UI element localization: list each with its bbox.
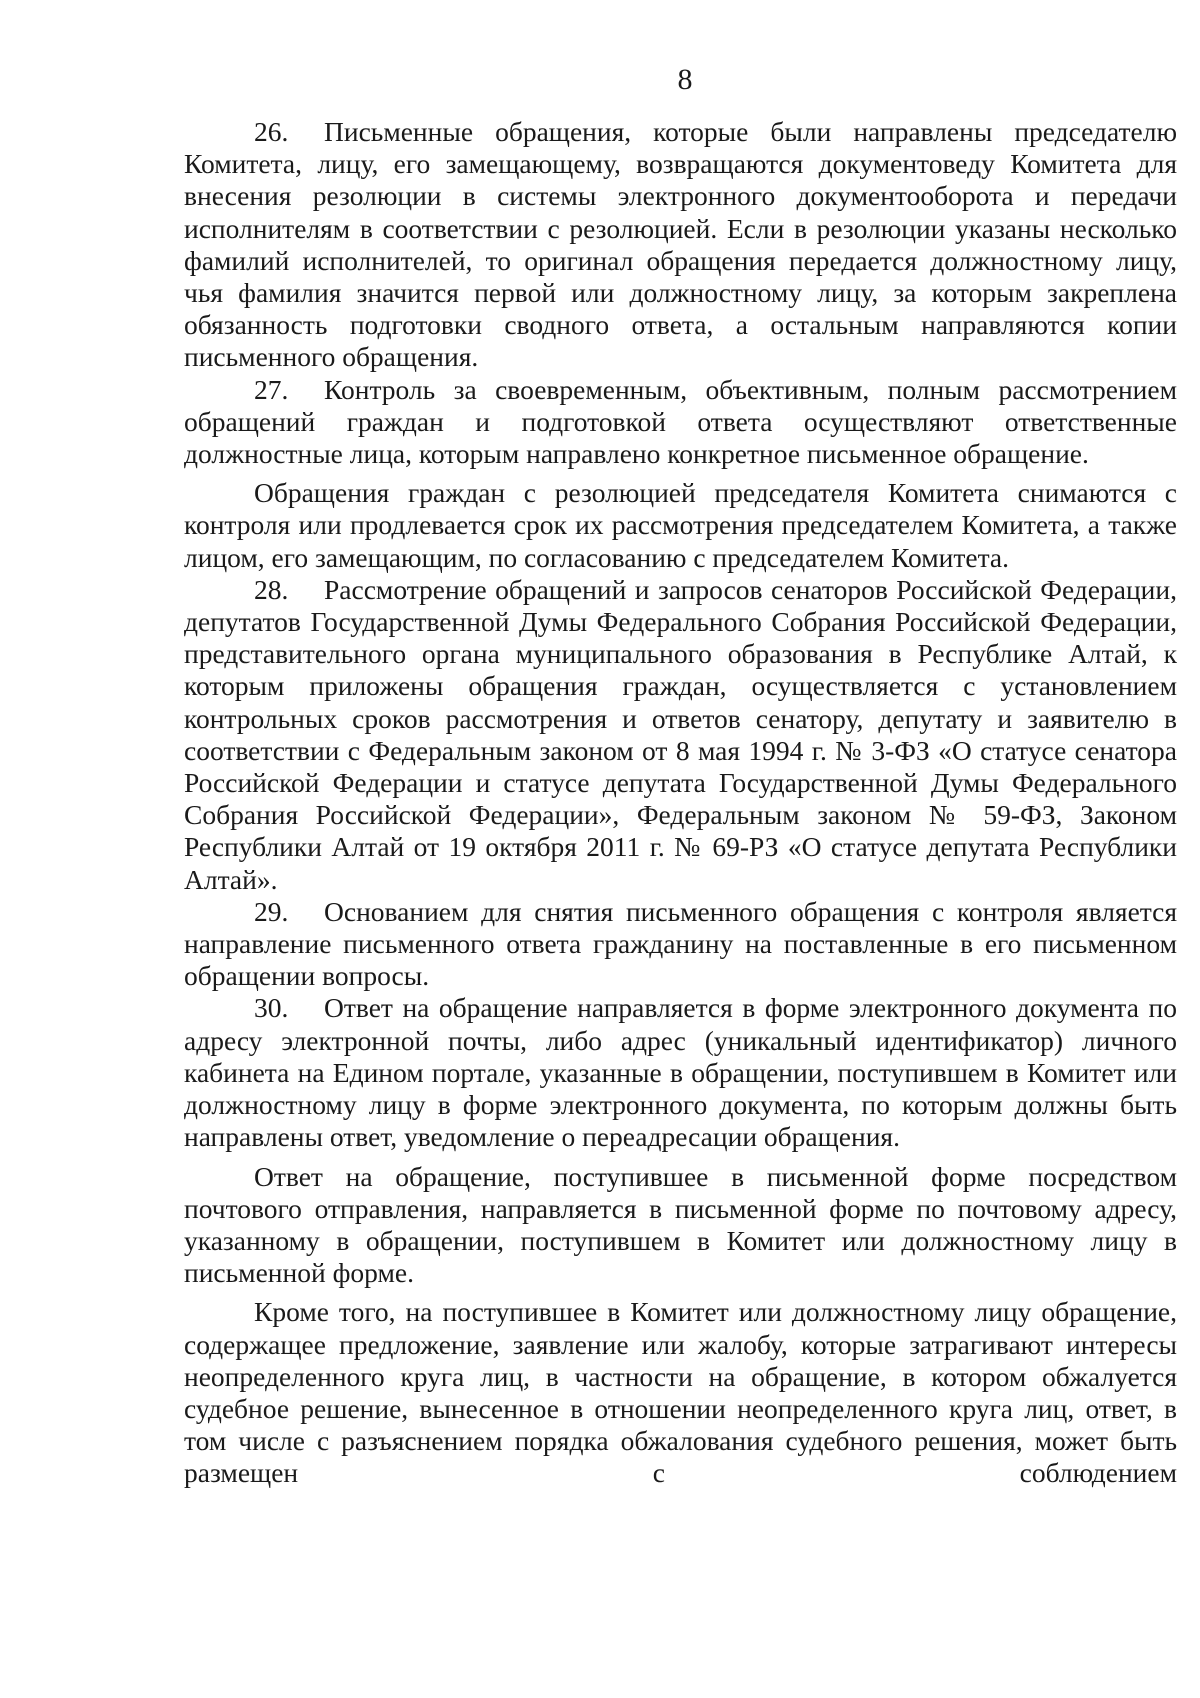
paragraph-text: Обращения граждан с резолюцией председателя Комитета снимаются с контроля или продлевается срок их рассмотрения председателем Комитета, а также лицом, его замещающим, по согласованию с председателем Комитета. <box>184 477 1177 573</box>
paragraph-text: Контроль за своевременным, объективным, полным рассмотрением обращений граждан и подготовкой ответа осуществляют ответственные должностные лица, которым направлено конкретное письменное обращение. <box>184 373 1177 470</box>
paragraph-30-postal-reply <box>184 1161 1177 1290</box>
paragraph-number: 28. <box>254 573 289 605</box>
paragraph-26 <box>184 116 1177 374</box>
paragraph-28 <box>184 574 1177 896</box>
paragraph-30 <box>184 992 1177 1153</box>
paragraph-text: Кроме того, на поступившее в Комитет или должностному лицу обращение, содержащее предложение, заявление или жалобу, которые затрагивают интересы неопределенного круга лиц, в частности на обращение, в котором обжалуется судебное решение, вынесенное в отношении неопределенного круга лиц, ответ, в том числе с разъяснением порядка обжалования судебного решения, может быть размещен с соблюдением <box>184 1296 1177 1489</box>
paragraph-30-public-reply <box>184 1296 1177 1489</box>
paragraph-27-continued <box>184 477 1177 574</box>
paragraph-text: Ответ на обращение, поступившее в письменной форме посредством почтового отправления, направляется в письменной форме по почтовому адресу, указанному в обращении, поступившем в Комитет или должностному лицу в письменной форме. <box>184 1160 1177 1289</box>
paragraph-27 <box>184 374 1177 471</box>
paragraph-text: Рассмотрение обращений и запросов сенаторов Российской Федерации, депутатов Государственной Думы Федерального Собрания Российской Федерации, представительного органа муниципального образования в Республике Алтай, к которым приложены обращения граждан, осуществляется с установлением контрольных сроков рассмотрения и ответов сенатору, депутату и заявителю в соответствии с Федеральным законом от 8 мая 1994 г. № 3-ФЗ «О статусе сенатора Российской Федерации и статусе депутата Государственной Думы Федерального Собрания Российской Федерации», Федеральным законом № 59-ФЗ, Законом Республики Алтай от 19 октября 2011 г. № 69-РЗ «О статусе депутата Республики Алтай». <box>184 573 1177 895</box>
paragraph-number: 30. <box>254 992 289 1024</box>
paragraph-number: 27. <box>254 373 289 405</box>
paragraph-text: Ответ на обращение направляется в форме электронного документа по адресу электронной почты, либо адрес (уникальный идентификатор) личного кабинета на Едином портале, указанные в обращении, поступившем в Комитет или должностному лицу в форме электронного документа, по которым должны быть направлены ответ, уведомление о переадресации обращения. <box>184 992 1177 1153</box>
paragraph-text: Письменные обращения, которые были направлены председателю Комитета, лицу, его замещающему, возвращаются документоведу Комитета для внесения резолюции в системы электронного документооборота и передачи исполнителям в соответствии с резолюцией. Если в резолюции указаны несколько фамилий исполнителей, то оригинал обращения передается должностному лицу, чья фамилия значится первой или должностному лицу, за которым закреплена обязанность подготовки сводного ответа, а остальным направляются копии письменного обращения. <box>184 116 1177 373</box>
paragraph-text: Основанием для снятия письменного обращения с контроля является направление письменного ответа гражданину на поставленные в его письменном обращении вопросы. <box>184 895 1177 992</box>
paragraph-number: 29. <box>254 895 289 927</box>
document-body <box>184 116 1177 1490</box>
page-number: 8 <box>677 63 693 96</box>
paragraph-29 <box>184 896 1177 993</box>
paragraph-number: 26. <box>254 116 289 147</box>
